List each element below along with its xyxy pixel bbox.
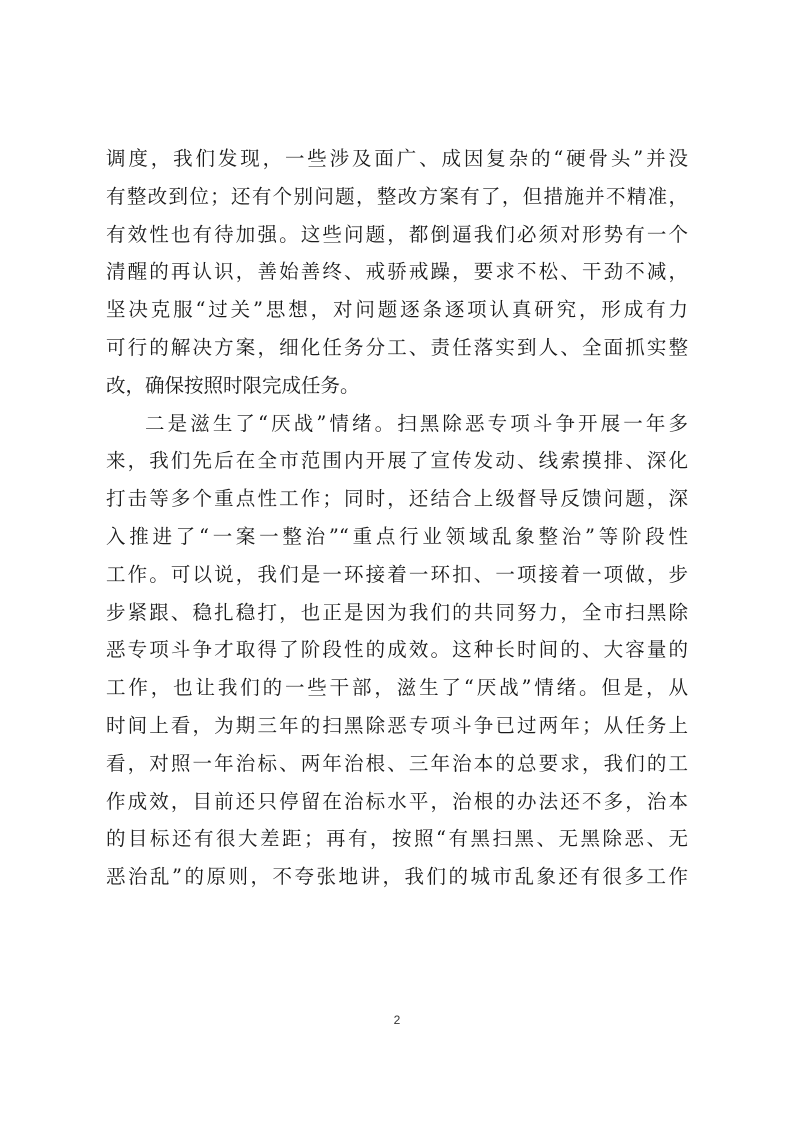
text-line: 工作，也让我们的一些干部，滋生了“厌战”情绪。但是，从 (106, 676, 688, 700)
text-line: 打击等多个重点性工作；同时，还结合上级督导反馈问题，深 (106, 487, 688, 511)
text-line: 入推进了“一案一整治”“重点行业领域乱象整治”等阶段性 (106, 524, 688, 548)
text-line: 步紧跟、稳扎稳打，也正是因为我们的共同努力，全市扫黑除 (106, 600, 688, 624)
text-line: 恶治乱”的原则，不夸张地讲，我们的城市乱象还有很多工作 (106, 865, 688, 889)
text-line: 可行的解决方案，细化任务分工、责任落实到人、全面抓实整 (106, 335, 688, 359)
text-line: 来，我们先后在全市范围内开展了宣传发动、线索摸排、深化 (106, 449, 688, 473)
paragraph-start-line: 二是滋生了“厌战”情绪。扫黑除恶专项斗争开展一年多 (145, 411, 688, 435)
text-line: 的目标还有很大差距；再有，按照“有黑扫黑、无黑除恶、无 (106, 827, 688, 851)
body-text (106, 140, 688, 896)
text-line: 时间上看，为期三年的扫黑除恶专项斗争已过两年；从任务上 (106, 713, 688, 737)
text-line: 恶专项斗争才取得了阶段性的成效。这种长时间的、大容量的 (106, 638, 688, 662)
text-line: 改，确保按照时限完成任务。 (106, 373, 360, 397)
text-line: 调度，我们发现，一些涉及面广、成因复杂的“硬骨头”并没 (106, 147, 688, 170)
text-line: 作成效，目前还只停留在治标水平，治根的办法还不多，治本 (106, 789, 688, 813)
text-line: 工作。可以说，我们是一环接着一环扣、一项接着一项做，步 (106, 562, 688, 586)
text-line: 坚决克服“过关”思想，对问题逐条逐项认真研究，形成有力 (106, 298, 688, 322)
text-line: 有整改到位；还有个别问题，整改方案有了，但措施并不精准， (106, 184, 688, 208)
text-line: 有效性也有待加强。这些问题，都倒逼我们必须对形势有一个 (106, 222, 688, 246)
text-line: 看，对照一年治标、两年治根、三年治本的总要求，我们的工 (106, 751, 688, 775)
page-number: 2 (393, 1013, 401, 1027)
text-line: 清醒的再认识，善始善终、戒骄戒躁，要求不松、干劲不减， (106, 260, 688, 284)
